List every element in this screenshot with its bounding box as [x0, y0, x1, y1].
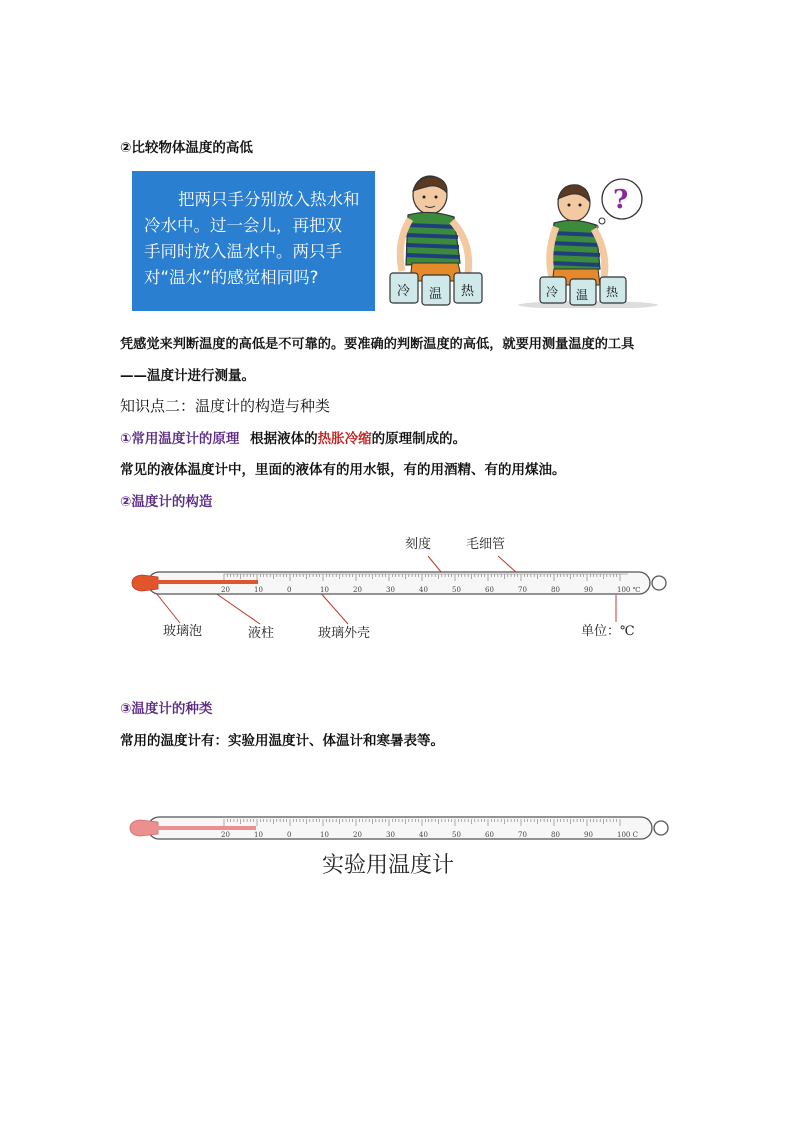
basin-label-hot: 热	[461, 284, 475, 299]
scale-label: 80	[551, 831, 560, 839]
section-heading-compare: ②比较物体温度的高低	[120, 140, 253, 156]
scale-label: 60	[485, 831, 494, 839]
scale-label: 10	[320, 586, 329, 594]
scale-label: 10	[254, 586, 263, 594]
basin-label-warm: 温	[429, 287, 443, 302]
basin-label-hot: 热	[606, 285, 619, 299]
scale-label: 10	[320, 831, 329, 839]
principle-line	[120, 427, 466, 447]
question-line: 把两只手分别放入热水和	[178, 190, 360, 209]
scale-label: 20	[353, 831, 362, 839]
paragraph-feeling-unreliable: 凭感觉来判断温度的高低是不可靠的。要准确的判断温度的高低，就要用测量温度的工具	[120, 337, 635, 352]
basin-label-warm: 温	[576, 288, 589, 302]
scale-label: 50	[452, 586, 461, 594]
label-unit: 单位：℃	[581, 624, 635, 639]
scale-label: 20	[221, 831, 230, 839]
scale-label: 50	[452, 831, 461, 839]
scale-label: 20	[353, 586, 362, 594]
liquid-types-text: 常见的液体温度计中，里面的液体有的用水银，有的用酒精、有的用煤油。	[120, 462, 566, 478]
scale-label: 30	[386, 831, 395, 839]
scale-label: 40	[419, 831, 428, 839]
label-bulb: 玻璃泡	[163, 624, 203, 639]
scale-label: 100 C	[617, 831, 638, 839]
principle-keyword: 热胀冷缩	[317, 431, 372, 447]
question-line: 对“温水”的感觉相同吗?	[144, 268, 319, 287]
scale-label: 60	[485, 586, 494, 594]
boy-hands-in-basins-illustration	[388, 173, 498, 308]
label-shell: 玻璃外壳	[318, 626, 371, 641]
scale-label: 80	[551, 586, 560, 594]
principle-pre: 根据液体的	[250, 431, 318, 447]
scale-label: 90	[584, 586, 593, 594]
scale-label: 0	[287, 831, 292, 839]
label-scale: 刻度	[405, 537, 432, 552]
paragraph-use-thermometer: ——温度计进行测量。	[120, 368, 255, 384]
scale-label: 90	[584, 831, 593, 839]
principle-post: 的原理制成的。	[371, 431, 467, 447]
types-heading: ③温度计的种类	[120, 701, 213, 717]
label-column: 液柱	[248, 626, 275, 641]
scale-label: 40	[419, 586, 428, 594]
scale-label: 0	[287, 586, 292, 594]
question-line: 手同时放入温水中。两只手	[144, 242, 342, 261]
basin-label-cold: 冷	[546, 285, 559, 299]
lab-thermometer-caption: 实验用温度计	[322, 853, 455, 878]
scale-label: 10	[254, 831, 263, 839]
structure-heading: ②温度计的构造	[120, 494, 213, 510]
question-line: 冷水中。过一会儿，再把双	[144, 216, 342, 235]
lab-thermometer-diagram	[126, 812, 671, 844]
principle-label: ①常用温度计的原理	[120, 431, 240, 447]
scale-label: 30	[386, 586, 395, 594]
label-capillary: 毛细管	[466, 537, 506, 552]
scale-label: 70	[518, 586, 527, 594]
basin-label-cold: 冷	[397, 284, 411, 299]
question-mark-icon: ?	[613, 185, 629, 215]
knowledge-point-title: 知识点二：温度计的构造与种类	[120, 397, 331, 415]
question-card	[132, 171, 375, 311]
scale-label: 20	[221, 586, 230, 594]
scale-label: 70	[518, 831, 527, 839]
scale-label: 100 ℃	[617, 586, 641, 594]
types-text: 常用的温度计有：实验用温度计、体温计和寒暑表等。	[120, 733, 444, 749]
boy-confused-illustration	[512, 173, 662, 308]
